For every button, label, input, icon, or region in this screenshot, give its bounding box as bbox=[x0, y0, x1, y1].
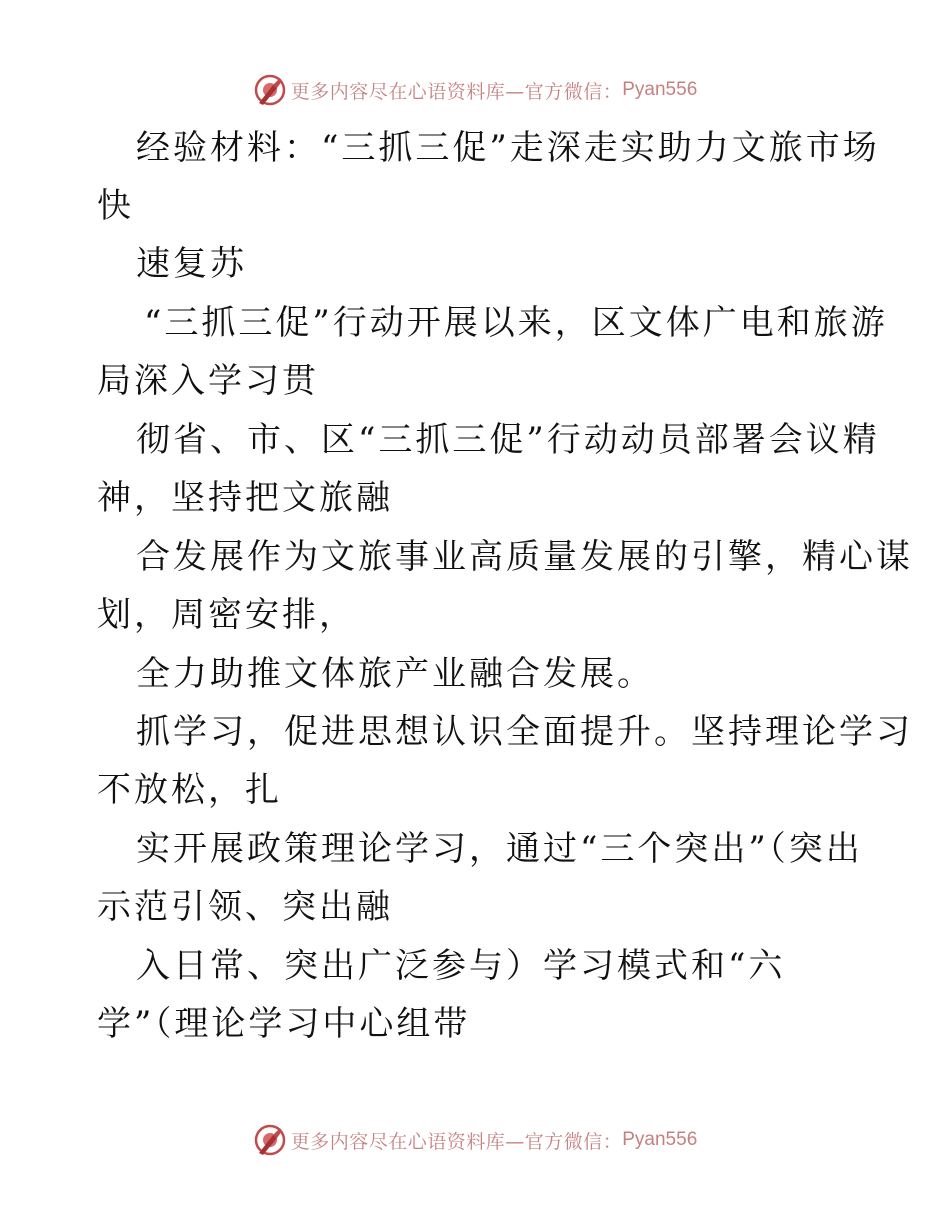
watermark-wechat-id: Pyan556 bbox=[622, 1129, 698, 1150]
watermark-text: 更多内容尽在心语资料库—官方微信： bbox=[290, 1130, 623, 1153]
text-line: 彻省、市、区“三抓三促”行动动员部署会议精 bbox=[136, 420, 880, 460]
header-watermark bbox=[0, 70, 950, 110]
text-line: 划，周密安排， bbox=[97, 595, 356, 635]
text-line: “三抓三促”行动开展以来，区文体广电和旅游 bbox=[144, 303, 888, 343]
text-line: 局深入学习贯 bbox=[97, 361, 319, 401]
text-line: 示范引领、突出融 bbox=[97, 887, 393, 927]
text-line: 抓学习，促进思想认识全面提升。坚持理论学习 bbox=[136, 712, 913, 752]
text-line: 速复苏 bbox=[136, 244, 247, 284]
pen-logo-icon bbox=[253, 73, 287, 107]
text-line: 神，坚持把文旅融 bbox=[97, 478, 393, 518]
text-line: 经验材料：“三抓三促”走深走实助力文旅市场 bbox=[136, 128, 880, 168]
text-line: 入日常、突出广泛参与）学习模式和“六 bbox=[136, 946, 786, 986]
text-line: 快 bbox=[97, 186, 134, 226]
text-line: 学”（理论学习中心组带 bbox=[97, 1004, 471, 1044]
footer-watermark bbox=[0, 1120, 950, 1160]
text-line: 合发展作为文旅事业高质量发展的引擎，精心谋 bbox=[136, 537, 913, 577]
pen-logo-icon bbox=[253, 1123, 287, 1157]
text-line: 不放松，扎 bbox=[97, 770, 282, 810]
text-line: 实开展政策理论学习，通过“三个突出”（突出 bbox=[136, 829, 863, 869]
watermark-text: 更多内容尽在心语资料库—官方微信： bbox=[290, 80, 623, 103]
text-line: 全力助推文体旅产业融合发展。 bbox=[136, 654, 654, 694]
watermark-wechat-id: Pyan556 bbox=[622, 79, 698, 100]
